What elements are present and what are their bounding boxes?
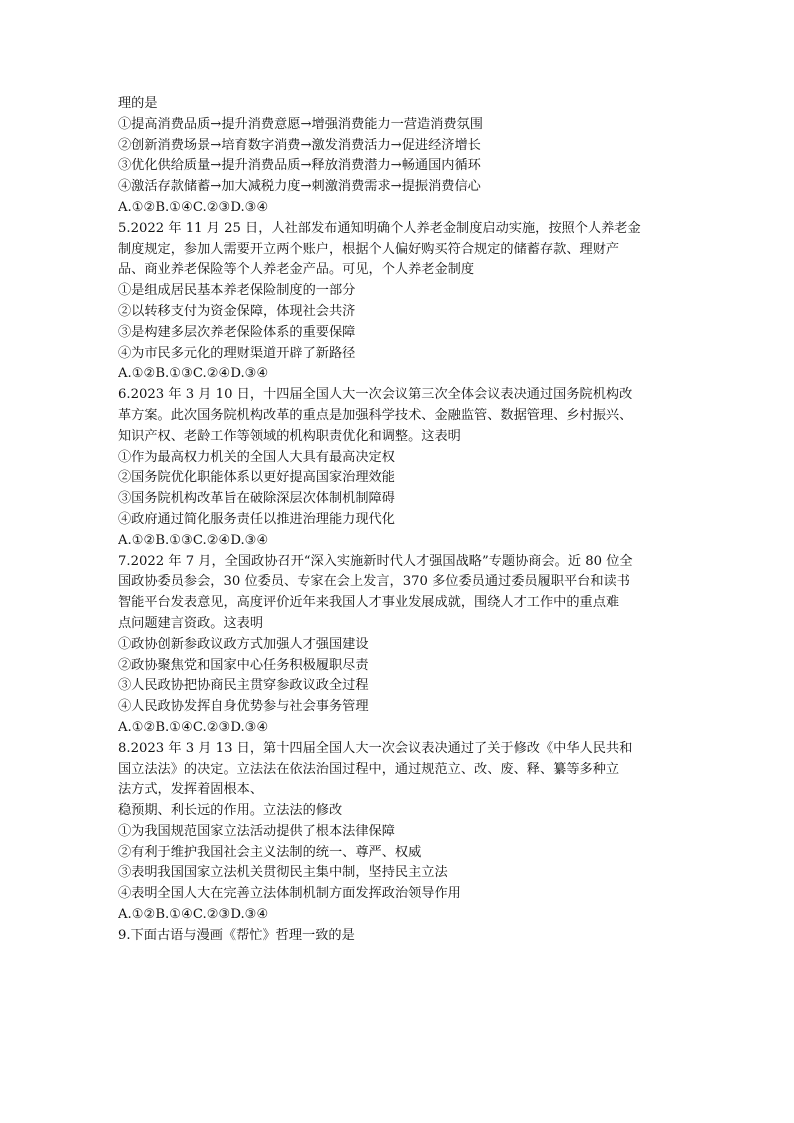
question-7-option-3: ③人民政协把协商民主贯穿参政议政全过程 [118,678,369,694]
question-5-answers: A.①②B.①③C.②④D.③④ [118,366,269,382]
question-7-stem-line-1: 7.2022 年 7 月，全国政协召开“深入实施新时代人才强国战略”专题协商会。近 80 位全 [118,553,633,569]
exam-page [118,94,678,947]
question-6-answers: A.①②B.①③C.②④D.③④ [118,532,269,548]
question-4-option-2: ②创新消费场景→培育数字消费→激发消费活力→促进经济增长 [118,137,481,153]
question-7 [118,552,678,739]
question-7-stem-line-2: 国政协委员参会，30 位委员、专家在会上发言，370 多位委员通过委员履职平台和读书 [118,574,630,590]
question-7-option-4: ④人民政协发挥自身优势参与社会事务管理 [118,699,369,715]
question-8 [118,739,678,926]
question-6-option-3: ③国务院机构改革旨在破除深层次体制机制障碍 [118,491,395,507]
question-5-option-3: ③是构建多层次养老保险体系的重要保障 [118,324,356,340]
question-8-answers: A.①②B.①④C.②③D.③④ [118,907,269,923]
question-4 [118,94,678,219]
question-5-option-2: ②以转移支付为资金保障，体现社会共济 [118,303,356,319]
question-4-option-3: ③优化供给质量→提升消费品质→释放消费潜力→畅通国内循环 [118,158,481,174]
question-8-stem-line-4: 稳预期、利长远的作用。立法法的修改 [118,803,343,819]
question-5-stem-line-3: 品、商业养老保险等个人养老金产品。可见，个人养老金制度 [118,262,475,278]
question-7-answers: A.①②B.①④C.②③D.③④ [118,719,269,735]
question-4-answers: A.①②B.①④C.②③D.③④ [118,199,269,215]
question-6-stem-line-1: 6.2023 年 3 月 10 日，十四届全国人大一次会议第三次全体会议表决通过国务院机构改 [118,387,633,403]
question-8-stem-line-2: 国立法法》的决定。立法法在依法治国过程中，通过规范立、改、废、释、纂等多种立 [118,761,620,777]
question-6 [118,385,678,551]
question-8-stem-line-1: 8.2023 年 3 月 13 日，第十四届全国人大一次会议表决通过了关于修改《中华人民共和 [118,740,633,756]
question-8-option-4: ④表明全国人大在完善立法体制机制方面发挥政治领导作用 [118,886,461,902]
question-8-option-3: ③表明我国国家立法机关贯彻民主集中制，坚持民主立法 [118,865,448,881]
question-4-stem-tail: 理的是 [118,96,158,111]
question-8-option-1: ①为我国规范国家立法活动提供了根本法律保障 [118,823,395,839]
question-7-option-2: ②政协聚焦党和国家中心任务积极履职尽责 [118,657,369,673]
question-9 [118,926,678,947]
question-7-option-1: ①政协创新参政议政方式加强人才强国建设 [118,636,369,652]
question-7-stem-line-4: 点问题建言资政。这表明 [118,615,264,631]
question-4-option-1: ①提高消费品质→提升消费意愿→增强消费能力一营造消费氛围 [118,116,483,132]
question-9-stem: 9.下面古语与漫画《帮忙》哲理一致的是 [118,927,355,943]
question-6-stem-line-3: 知识产权、老龄工作等领域的机构职责优化和调整。这表明 [118,428,461,444]
question-7-stem-line-3: 智能平台发表意见，高度评价近年来我国人才事业发展成就，围绕人才工作中的重点难 [118,595,620,611]
question-6-option-1: ①作为最高权力机关的全国人大具有最高决定权 [118,449,395,465]
question-6-option-4: ④政府通过简化服务责任以推进治理能力现代化 [118,511,395,527]
question-5-option-4: ④为市民多元化的理财渠道开辟了新路径 [118,345,356,361]
question-8-option-2: ②有利于维护我国社会主义法制的统一、尊严、权威 [118,844,422,860]
question-6-stem-line-2: 革方案。此次国务院机构改革的重点是加强科学技术、金融监管、数据管理、乡村振兴、 [118,407,633,423]
question-4-option-4: ④激活存款储蓄→加大减税力度→刺激消费需求→提振消费信心 [118,179,481,195]
question-5-option-1: ①是组成居民基本养老保险制度的一部分 [118,283,356,299]
question-5 [118,219,678,385]
question-6-option-2: ②国务院优化职能体系以更好提高国家治理效能 [118,470,395,486]
question-5-stem-line-2: 制度规定，参加人需要开立两个账户，根据个人偏好购买符合规定的储蓄存款、理财产 [118,241,620,257]
question-5-stem-line-1: 5.2022 年 11 月 25 日，人社部发布通知明确个人养老金制度启动实施，按照个人养老金 [118,220,641,236]
question-8-stem-line-3: 法方式，发挥着固根本、 [118,782,264,798]
